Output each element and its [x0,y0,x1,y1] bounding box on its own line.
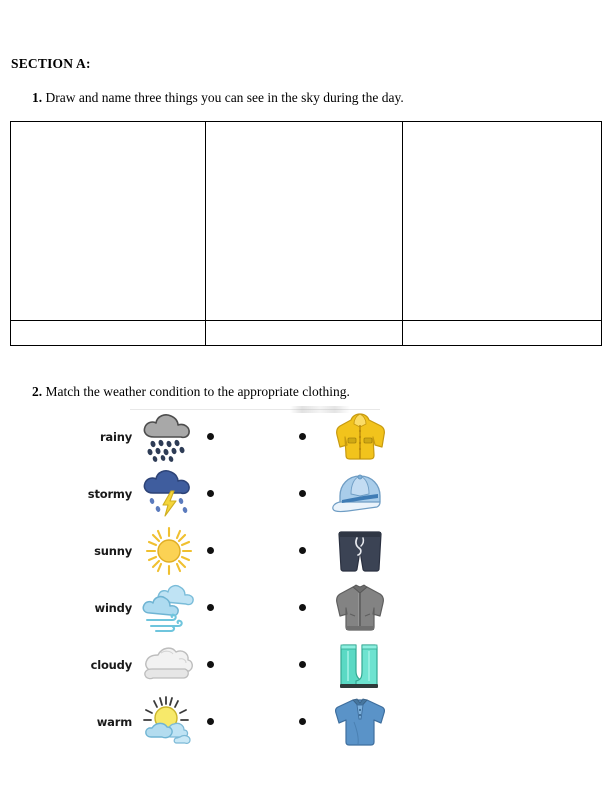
drawing-cell-1[interactable] [11,122,206,321]
table-row-drawing [11,122,602,321]
weather-label-rainy: rainy [99,429,132,444]
weather-label-warm: warm [96,714,132,729]
match-row-6 [0,693,612,750]
name-cell-3[interactable] [403,321,602,346]
table-row-naming [11,321,602,346]
matching-exercise [0,404,612,754]
weather-label-windy: windy [94,600,132,615]
sun-behind-cloud-icon [138,696,200,748]
match-row-1 [0,408,612,465]
drawing-cell-2[interactable] [206,122,403,321]
grey-jacket-icon [328,578,392,638]
connector-dot-left-3[interactable] [207,547,214,554]
connector-dot-right-4[interactable] [299,604,306,611]
match-row-2 [0,465,612,522]
blue-polo-shirt-icon [328,692,392,752]
connector-dot-right-6[interactable] [299,718,306,725]
weather-label-cloudy: cloudy [90,657,132,672]
name-cell-2[interactable] [206,321,403,346]
question-1 [32,90,404,106]
navy-shorts-icon [328,521,392,581]
question-1-text: Draw and name three things you can see in the sky during the day. [42,90,404,105]
section-heading: SECTION A: [11,56,91,71]
drawing-table [10,121,602,346]
storm-cloud-lightning-icon [138,468,200,520]
cloud-icon [138,639,200,691]
name-cell-1[interactable] [11,321,206,346]
connector-dot-right-1[interactable] [299,433,306,440]
connector-dot-right-2[interactable] [299,490,306,497]
match-row-4 [0,579,612,636]
connector-dot-left-5[interactable] [207,661,214,668]
blue-cap-icon [328,464,392,524]
weather-label-stormy: stormy [87,486,132,501]
wind-cloud-icon [138,582,200,634]
drawing-cell-3[interactable] [403,122,602,321]
question-1-number: 1. [32,90,43,105]
question-2-text: Match the weather condition to the appropriate clothing. [42,384,350,399]
match-row-5 [0,636,612,693]
turquoise-rain-boots-icon [328,635,392,695]
yellow-raincoat-icon [328,407,392,467]
match-row-3 [0,522,612,579]
connector-dot-left-6[interactable] [207,718,214,725]
connector-dot-right-3[interactable] [299,547,306,554]
rain-cloud-icon [138,411,200,463]
connector-dot-left-2[interactable] [207,490,214,497]
sun-icon [138,525,200,577]
connector-dot-left-1[interactable] [207,433,214,440]
question-2-number: 2. [32,384,43,399]
connector-dot-left-4[interactable] [207,604,214,611]
weather-label-sunny: sunny [94,543,132,558]
connector-dot-right-5[interactable] [299,661,306,668]
question-2 [32,384,350,400]
